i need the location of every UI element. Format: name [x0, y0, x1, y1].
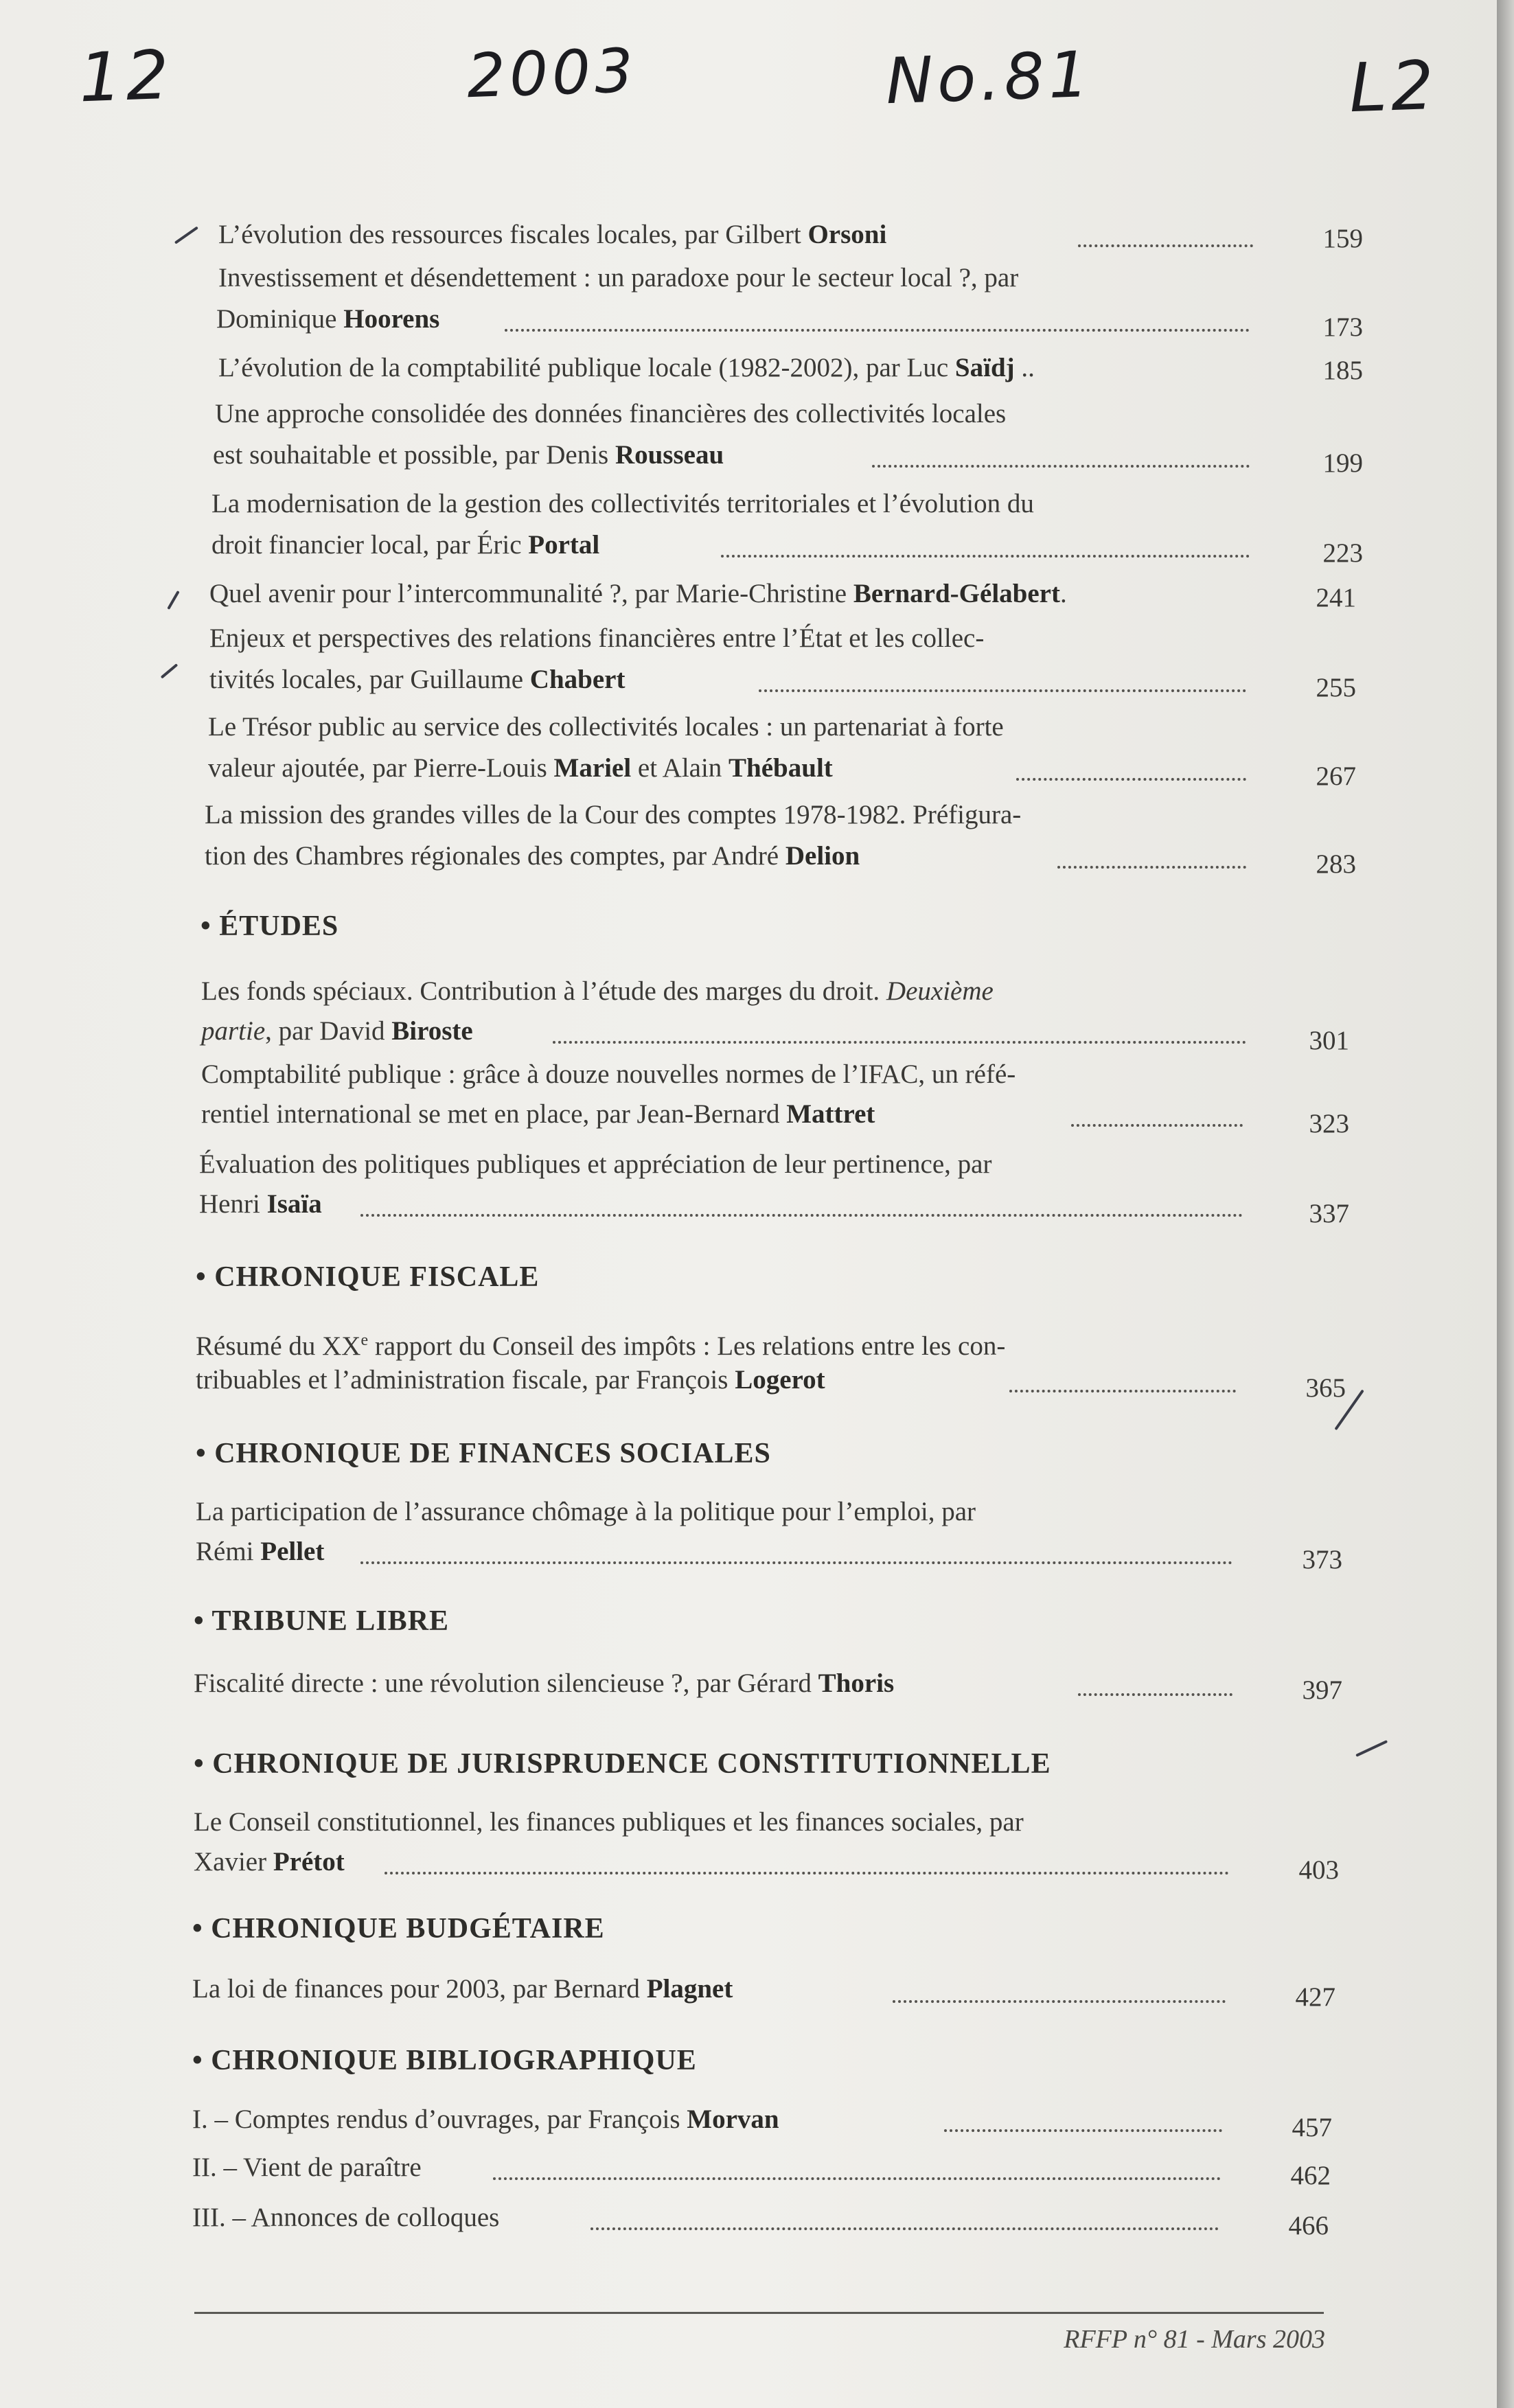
leader-dots — [872, 465, 1250, 468]
page-number: 466 — [1288, 2211, 1329, 2240]
entry-text: Comptabilité publique : grâce à douze nouvelles normes de l’IFAC, un réfé- — [201, 1059, 1016, 1089]
leader-dots — [1009, 1390, 1236, 1392]
entry-author: Logerot — [735, 1365, 825, 1395]
entry-text: II. – Vient de paraître — [192, 2153, 422, 2182]
entry-author: Chabert — [529, 665, 626, 694]
section-heading: • CHRONIQUE BIBLIOGRAPHIQUE — [192, 2045, 697, 2076]
entry-author: Thoris — [818, 1669, 895, 1698]
entry-text: Les fonds spéciaux. Contribution à l’étude des marges du droit. — [201, 976, 886, 1006]
entry-text: Quel avenir pour l’intercommunalité ?, par Marie-Christine — [209, 579, 853, 608]
page-footer: RFFP n° 81 - Mars 2003 — [1064, 2325, 1325, 2354]
page-number: 173 — [1322, 312, 1363, 342]
page-number: 462 — [1290, 2161, 1331, 2190]
entry-author: Mariel — [553, 753, 632, 783]
leader-dots — [360, 1214, 1243, 1217]
entry-text: et Alain — [631, 753, 729, 783]
footer-rule — [194, 2312, 1324, 2314]
entry-text: Investissement et désendettement : un paradoxe pour le secteur local ?, par — [218, 263, 1019, 293]
entry-text: tion des Chambres régionales des comptes, par André — [205, 841, 785, 871]
handwritten-year: 2003 — [466, 34, 639, 112]
page-number: 337 — [1309, 1199, 1349, 1228]
handwritten-number: No.81 — [884, 37, 1094, 119]
entry-author: Prétot — [273, 1847, 345, 1877]
page-number: 427 — [1295, 1982, 1335, 2012]
page-number: 241 — [1316, 583, 1356, 612]
page-number: 403 — [1298, 1855, 1339, 1885]
entry-text: La mission des grandes villes de la Cour des comptes 1978-1982. Préfigura- — [205, 800, 1022, 829]
entry-text: Enjeux et perspectives des relations financières entre l’État et les collec- — [209, 623, 985, 653]
section-heading: • TRIBUNE LIBRE — [194, 1605, 450, 1637]
page-number: 283 — [1316, 849, 1356, 879]
entry-author: Bernard-Gélabert — [853, 579, 1060, 608]
entry-text: I. – Comptes rendus d’ouvrages, par François — [192, 2105, 687, 2134]
leader-dots — [1078, 1693, 1232, 1696]
leader-dots — [385, 1872, 1229, 1874]
leader-dots — [493, 2177, 1221, 2180]
section-heading: • CHRONIQUE DE JURISPRUDENCE CONSTITUTIONNELLE — [194, 1748, 1051, 1780]
section-heading: • CHRONIQUE BUDGÉTAIRE — [192, 1913, 605, 1945]
entry-text: e — [360, 1331, 369, 1349]
entry-author: Portal — [528, 530, 600, 560]
entry-text: La participation de l’assurance chômage à la politique pour l’emploi, par — [196, 1497, 976, 1526]
entry-text: Deuxième — [886, 976, 994, 1006]
entry-text: Évaluation des politiques publiques et appréciation de leur pertinence, par — [199, 1149, 992, 1179]
entry-text: Une approche consolidée des données financières des collectivités locales — [215, 399, 1007, 428]
entry-author: Morvan — [687, 2105, 779, 2134]
leader-dots — [721, 555, 1250, 558]
entry-text: L’évolution de la comptabilité publique locale (1982-2002), par Luc — [218, 353, 955, 382]
section-heading: • CHRONIQUE FISCALE — [196, 1261, 540, 1293]
entry-text: valeur ajoutée, par Pierre-Louis — [208, 753, 554, 783]
leader-dots — [505, 329, 1250, 332]
page-number: 373 — [1302, 1545, 1342, 1574]
entry-text: partie — [201, 1016, 266, 1046]
page-number: 397 — [1302, 1675, 1342, 1705]
handwritten-left: 12 — [78, 36, 174, 118]
entry-text: La loi de finances pour 2003, par Bernard — [192, 1974, 647, 2004]
entry-text: Le Conseil constitutionnel, les finances publiques et les finances sociales, par — [194, 1807, 1024, 1837]
entry-text: , par David — [265, 1016, 392, 1046]
entry-text: III. – Annonces de colloques — [192, 2203, 500, 2232]
entry-author: Delion — [785, 841, 860, 871]
entry-text: Dominique — [216, 304, 344, 334]
entry-author: Saïdj — [954, 353, 1015, 382]
leader-dots — [1057, 866, 1246, 869]
leader-dots — [1078, 244, 1253, 247]
entry-author: Mattret — [786, 1099, 875, 1129]
leader-dots — [759, 689, 1246, 692]
page-number: 301 — [1309, 1026, 1349, 1055]
page-number: 267 — [1316, 761, 1356, 791]
entry-text: tribuables et l’administration fiscale, par François — [196, 1365, 735, 1395]
entry-author: Biroste — [391, 1016, 473, 1046]
leader-dots — [553, 1041, 1246, 1044]
handwritten-right: L2 — [1348, 46, 1439, 128]
entry-text: rentiel international se met en place, par Jean-Bernard — [201, 1099, 787, 1129]
page-number: 223 — [1322, 538, 1363, 568]
entry-text: Xavier — [194, 1847, 273, 1877]
leader-dots — [893, 2000, 1226, 2003]
entry-author: Hoorens — [343, 304, 440, 334]
entry-author: Plagnet — [646, 1974, 733, 2004]
page-number: 255 — [1316, 673, 1356, 702]
page-number: 457 — [1292, 2113, 1332, 2142]
leader-dots — [944, 2129, 1222, 2132]
page-number: 159 — [1322, 224, 1363, 253]
page-number: 365 — [1305, 1373, 1346, 1403]
entry-text: rapport du Conseil des impôts : Les relations entre les con- — [368, 1331, 1006, 1361]
entry-text: L’évolution des ressources fiscales locales, par Gilbert — [218, 220, 808, 249]
leader-dots — [360, 1561, 1232, 1564]
table-of-contents: L’évolution des ressources fiscales locales, par Gilbert Orsoni 159 Investissement et désendettement : un paradoxe pour le secteur local ?, par Dominique Hoorens 173 L’évolution de la comptabilité publique locale (1982-2002), par Luc Saïdj .. 185 Une approche consolidée des données financières des collectivités locales est souhaitable et possible, par Denis Rousseau 199 La modernisation de la gestion des collectivités territoriales et l’évolution du droit financier local, par Éric Portal 223 Quel avenir pour l’intercommunalité ?, par Marie-Christine Bernard-Gélabert. 241 Enjeux et perspectives des relations financières entre l’État et les collec- tivités locales, par Guillaume Chabert 255 Le Trésor public au service des collectivités locales : un partenariat à forte valeur ajoutée, par Pierre-Louis Mariel et Alain Thébault 267 La mission des grandes villes de la Cour des comptes 1978-1982. Préfigura- tion des Chambres régionales des comptes, par André Delion 283 • ÉTUDES Les fonds spéciaux. Contribution à l’étude des marges du droit. Deuxième partie, par David Biroste 301 Comptabilité publique : grâce à douze nouvelles normes de l’IFAC, un réfé- rentiel international se met en place, par Jean-Bernard Mattret 323 Évaluation des politiques publiques et appréciation de leur pertinence, par Henri Isaïa 337 • CHRONIQUE FISCALE Résumé du XXe rapport du Conseil des impôts : Les relations entre les con- tribuables et l’administration fiscale, par François Logerot 365 • CHRONIQUE DE FINANCES SOCIALES La participation de l’assurance chômage à la politique pour l’emploi, par Rémi Pellet 373 • TRIBUNE LIBRE Fiscalité directe : une révolution silencieuse ?, par Gérard Thoris 397 • CHRONIQUE DE JURISPRUDENCE CONSTITUTIONNELLE Le Conseil constitutionnel, les finances publiques et les finances sociales, par Xavier Prétot 403 • CHRONIQUE BUDGÉTAIRE La loi de finances pour 2003, par Bernard Plagnet 427 • CHRONIQUE BIBLIOGRAPHIQUE I. – Comptes rendus d’ouvrages, par François Morvan 457 II. – Vient de paraître 462 III. – Annonces de colloques 466 — [0, 0, 1514, 2408]
page-number: 323 — [1309, 1109, 1349, 1138]
entry-author: Rousseau — [615, 440, 724, 470]
section-heading: • CHRONIQUE DE FINANCES SOCIALES — [196, 1438, 771, 1469]
entry-text: est souhaitable et possible, par Denis — [213, 440, 615, 470]
entry-author: Isaïa — [266, 1189, 322, 1219]
entry-text: Rémi — [196, 1537, 261, 1566]
entry-text: Le Trésor public au service des collectivités locales : un partenariat à forte — [208, 712, 1004, 742]
page-number: 199 — [1322, 448, 1363, 478]
entry-text: Fiscalité directe : une révolution silencieuse ?, par Gérard — [194, 1669, 818, 1698]
entry-author: Thébault — [729, 753, 833, 783]
leader-dots — [590, 2227, 1219, 2230]
leader-dots — [1071, 1124, 1243, 1127]
entry-text: tivités locales, par Guillaume — [209, 665, 530, 694]
page-number: 185 — [1322, 356, 1363, 385]
entry-text: La modernisation de la gestion des collectivités territoriales et l’évolution du — [211, 489, 1034, 518]
entry-text: Résumé du XX — [196, 1331, 361, 1361]
leader-dots — [1016, 778, 1246, 781]
section-heading: • ÉTUDES — [200, 910, 339, 942]
entry-author: Pellet — [260, 1537, 325, 1566]
entry-text: droit financier local, par Éric — [211, 530, 529, 560]
entry-author: Orsoni — [807, 220, 887, 249]
entry-text: Henri — [199, 1189, 267, 1219]
